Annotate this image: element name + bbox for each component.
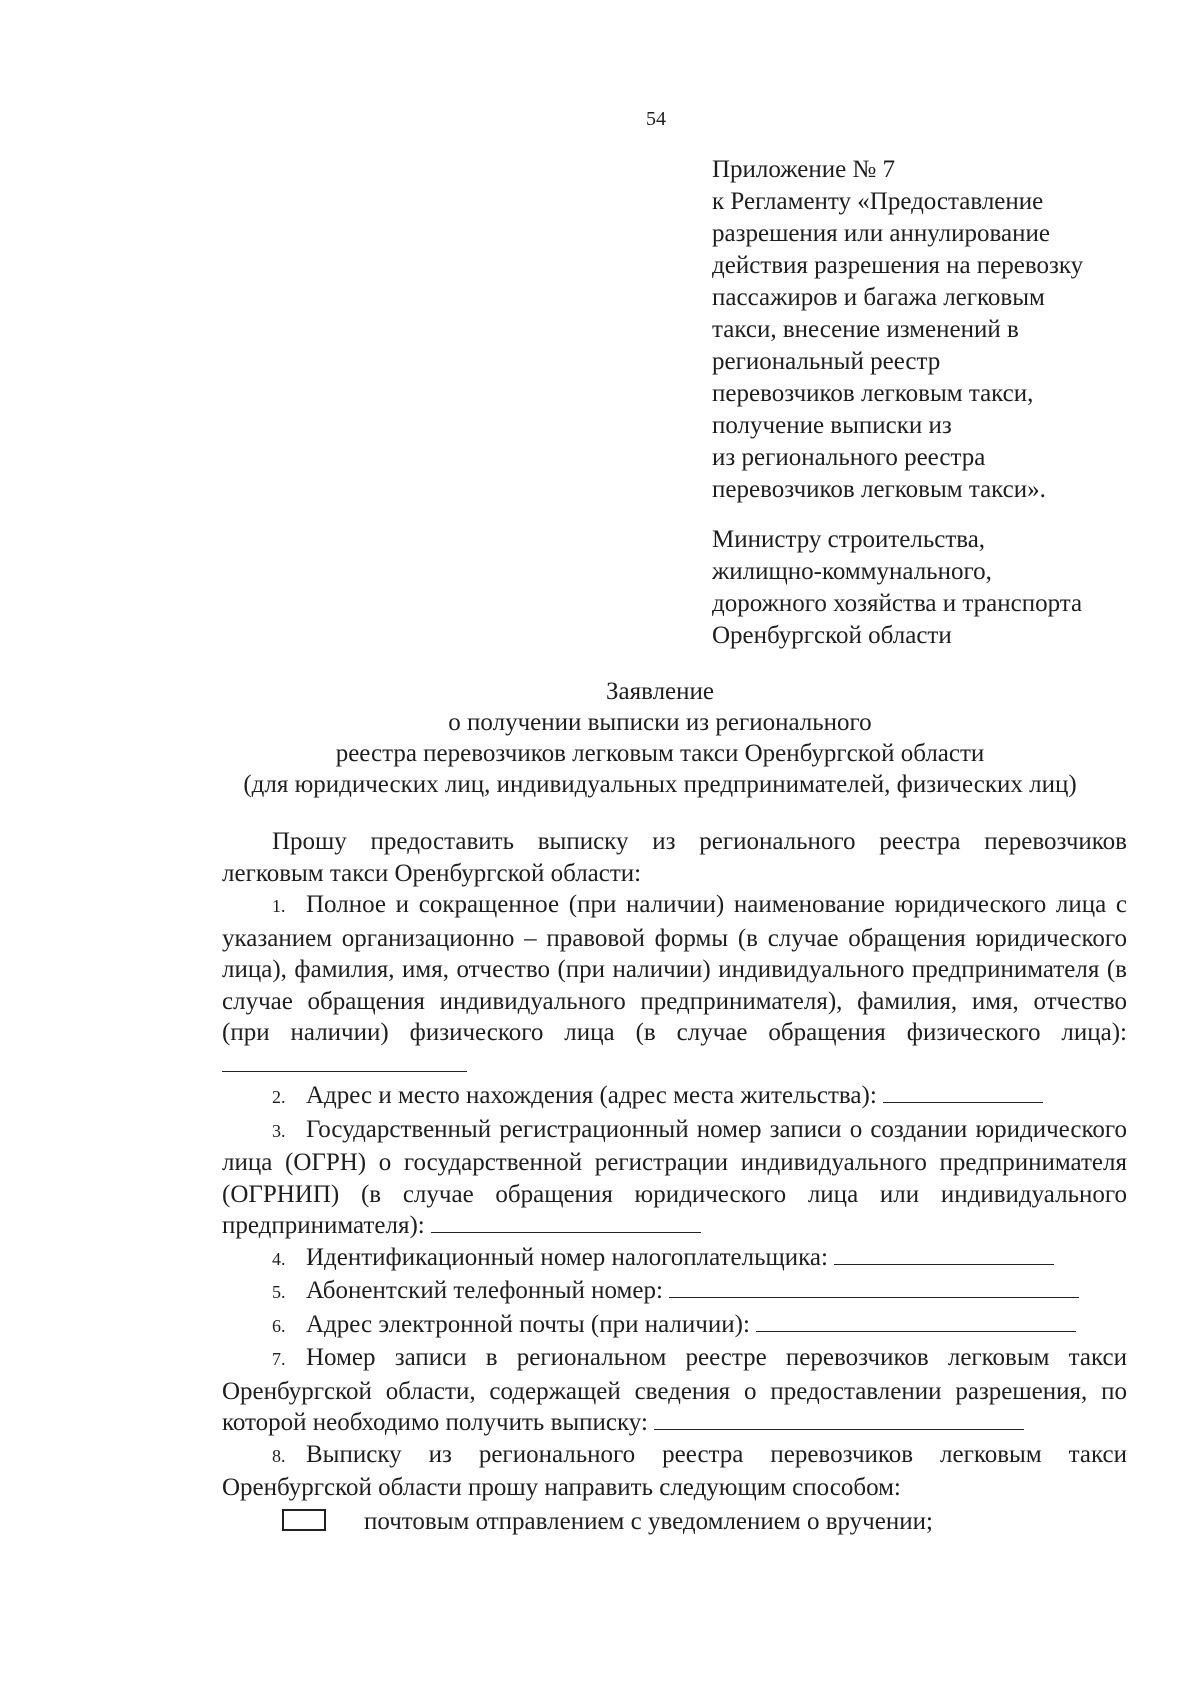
title-line: (для юридических лиц, индивидуальных предпринимателей, физических лиц) bbox=[243, 771, 1077, 798]
item-number: 7. bbox=[272, 1349, 286, 1369]
item-1 bbox=[222, 889, 1127, 1080]
item-text: Государственный регистрационный номер записи о создании юридического лица (ОГРН) о государственной регистрации индивидуального предпринимателя (ОГРНИП) (в случае обращения юридического лица или индивидуального предпринимателя): bbox=[222, 1115, 1127, 1239]
intro-paragraph: Прошу предоставить выписку из регионального реестра перевозчиков легковым такси Оренбургской области: bbox=[222, 828, 1127, 887]
title-line: реестра перевозчиков легковым такси Оренбургской области bbox=[335, 740, 985, 767]
answer-line-1[interactable] bbox=[222, 1051, 467, 1072]
item-text: Адрес и место нахождения (адрес места жительства): bbox=[306, 1082, 877, 1109]
addressee-block bbox=[712, 524, 1152, 652]
item-2 bbox=[222, 1080, 1127, 1114]
title-line: Заявление bbox=[605, 678, 715, 705]
item-number: 3. bbox=[272, 1120, 286, 1141]
answer-line-5[interactable] bbox=[669, 1277, 1079, 1298]
item-number: 4. bbox=[272, 1248, 286, 1269]
item-text: Адрес электронной почты (при наличии): bbox=[306, 1310, 750, 1338]
addressee-line: жилищно-коммунального, bbox=[712, 558, 992, 585]
item-text: Выписку из регионального реестра перевозчиков легковым такси Оренбургской области прошу направить следующим способом: bbox=[222, 1440, 1127, 1501]
item-text: Абонентский телефонный номер: bbox=[306, 1277, 663, 1304]
answer-line-4[interactable] bbox=[834, 1244, 1054, 1265]
item-3 bbox=[222, 1114, 1127, 1242]
item-number: 2. bbox=[272, 1087, 286, 1107]
delivery-option-label: почтовым отправлением с уведомлением о вручении; bbox=[364, 1507, 933, 1535]
item-text: Полное и сокращенное (при наличии) наименование юридического лица с указанием организационно – правовой формы (в случае обращения юридического лица), фамилия, имя, отчество (при наличии) индивидуального предпринимателя (в случае обращения индивидуального предпринимателя), фамилия, имя, отчество (при наличии) физического лица (в случае обращения физического лица): bbox=[222, 891, 1127, 1046]
annex-line: к Регламенту «Предоставление bbox=[712, 188, 1044, 215]
annex-line: Приложение № 7 bbox=[712, 156, 896, 183]
item-number: 6. bbox=[272, 1315, 286, 1336]
addressee-line: Министру строительства, bbox=[712, 526, 986, 553]
item-5 bbox=[222, 1275, 1127, 1309]
item-6 bbox=[222, 1309, 1127, 1343]
item-text: Номер записи в региональном реестре перевозчиков легковым такси Оренбургской области, содержащей сведения о предоставлении разрешения, по которой необходимо получить выписку: bbox=[222, 1344, 1127, 1436]
item-number: 5. bbox=[272, 1282, 286, 1302]
answer-line-3[interactable] bbox=[431, 1212, 701, 1233]
annex-line: получение выписки из bbox=[712, 412, 952, 439]
item-number: 8. bbox=[272, 1445, 286, 1466]
delivery-option-post bbox=[222, 1506, 1127, 1540]
annex-line: перевозчиков легковым такси, bbox=[712, 380, 1034, 407]
item-7 bbox=[222, 1342, 1127, 1439]
item-text: Идентификационный номер налогоплательщика: bbox=[306, 1243, 828, 1271]
annex-line: разрешения или аннулирование bbox=[712, 220, 1050, 247]
document-title bbox=[200, 676, 1120, 800]
title-line: о получении выписки из регионального bbox=[448, 709, 872, 736]
item-8 bbox=[222, 1439, 1127, 1504]
annex-line: перевозчиков легковым такси». bbox=[712, 476, 1046, 503]
delivery-checkbox[interactable] bbox=[282, 1509, 326, 1531]
addressee-line: Оренбургской области bbox=[712, 622, 952, 649]
annex-header bbox=[712, 154, 1132, 506]
answer-line-7[interactable] bbox=[654, 1409, 1024, 1430]
annex-line: региональный реестр bbox=[712, 348, 941, 375]
annex-line: действия разрешения на перевозку bbox=[712, 252, 1084, 279]
item-4 bbox=[222, 1242, 1127, 1276]
page-number: 54 bbox=[646, 108, 666, 130]
addressee-line: дорожного хозяйства и транспорта bbox=[712, 590, 1083, 617]
application-body bbox=[222, 826, 1127, 1540]
item-number: 1. bbox=[272, 896, 286, 916]
annex-line: из регионального реестра bbox=[712, 444, 986, 471]
answer-line-6[interactable] bbox=[756, 1311, 1076, 1332]
annex-line: пассажиров и багажа легковым bbox=[712, 284, 1045, 311]
answer-line-2[interactable] bbox=[883, 1082, 1043, 1103]
annex-line: такси, внесение изменений в bbox=[712, 316, 1019, 343]
